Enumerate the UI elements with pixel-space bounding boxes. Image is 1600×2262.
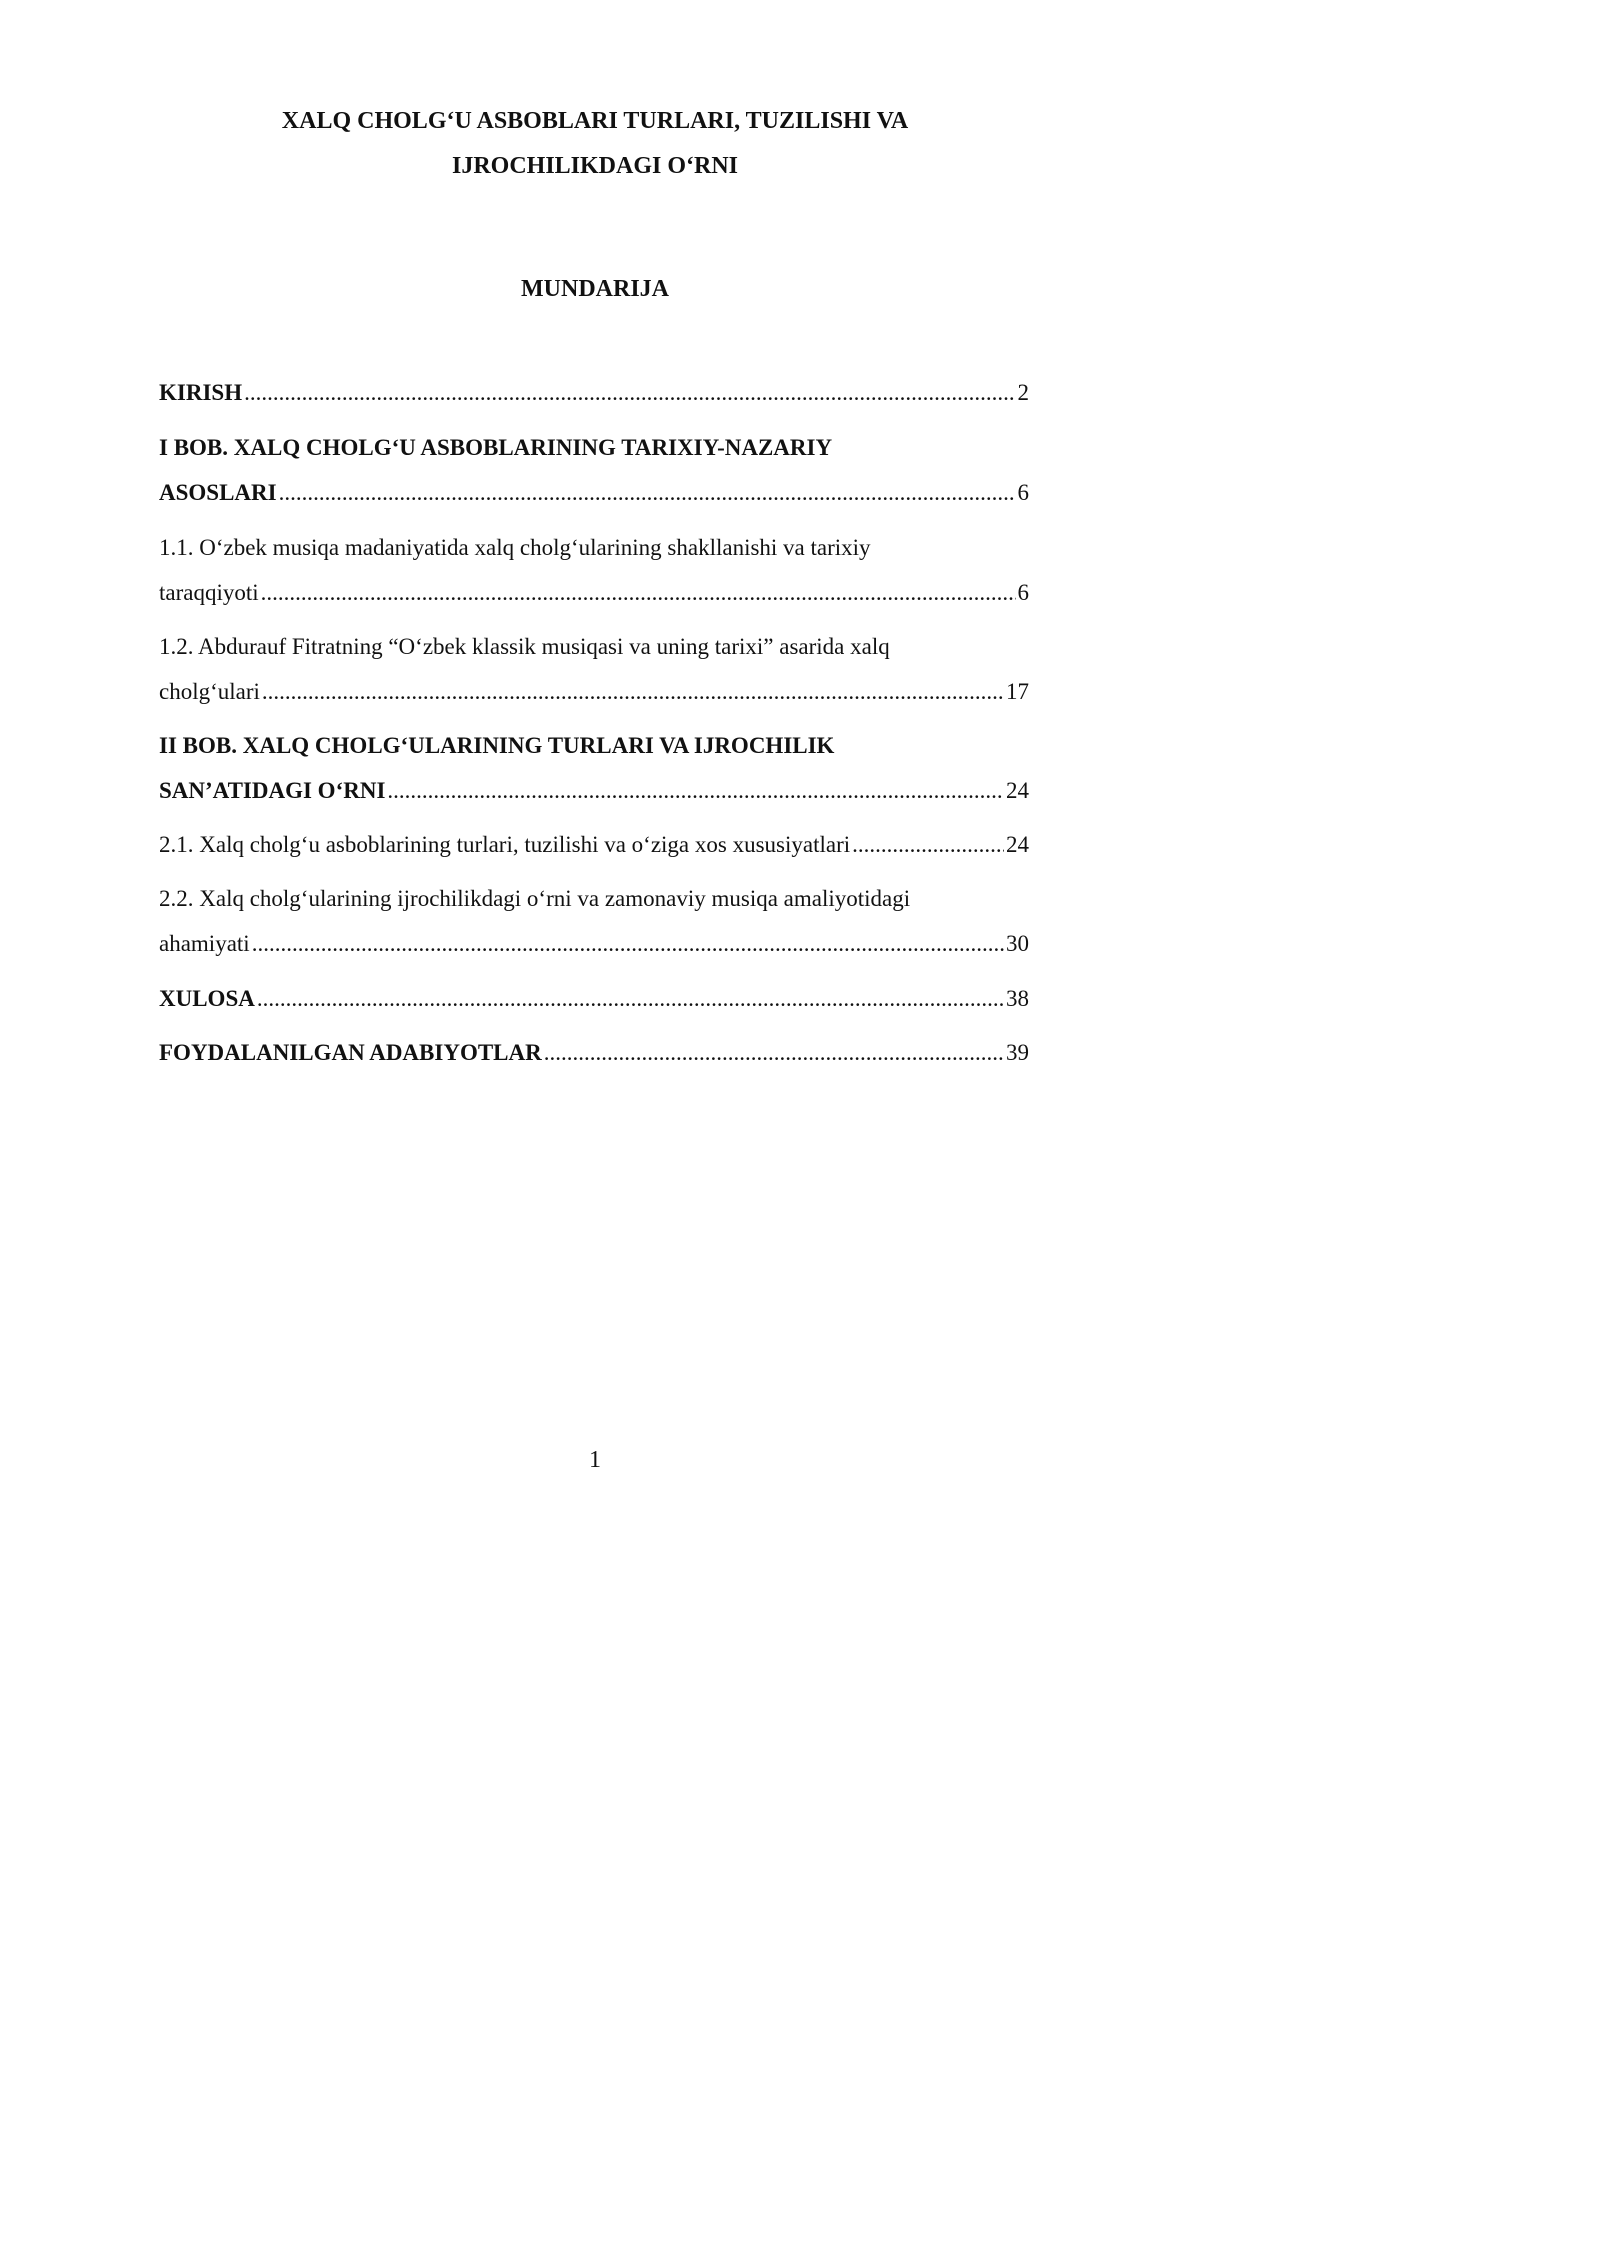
- toc-dot-leader: [279, 478, 1016, 508]
- toc-entry-line: [159, 984, 1029, 1014]
- toc-entry-line: [159, 378, 1029, 408]
- toc-entry-text: ASOSLARI: [159, 480, 277, 505]
- toc-entry-text: SAN’ATIDAGI O‘RNI: [159, 778, 386, 803]
- page-number: 1: [589, 1447, 601, 1473]
- toc-page-number: 38: [1006, 986, 1029, 1011]
- toc-dot-leader: [852, 830, 1004, 860]
- document-title-line-1: XALQ CHOLG‘U ASBOBLARI TURLARI, TUZILISHI VA: [281, 108, 909, 134]
- toc-entry-line: I BOB. XALQ CHOLG‘U ASBOBLARINING TARIXIY-NAZARIY: [159, 435, 833, 460]
- toc-entry-text: XULOSA: [159, 986, 255, 1011]
- contents-heading: MUNDARIJA: [521, 276, 669, 302]
- toc-entry-line: 2.2. Xalq cholg‘ularining ijrochilikdagi o‘rni va zamonaviy musiqa amaliyotidagi: [159, 886, 911, 911]
- toc-entry-line: [159, 776, 1029, 806]
- toc-page-number: 2: [1017, 380, 1029, 405]
- toc-page-number: 24: [1006, 778, 1029, 803]
- table-of-contents: [159, 0, 1029, 1100]
- toc-entry-line: [159, 677, 1029, 707]
- toc-entry-line: 1.1. O‘zbek musiqa madaniyatida xalq cholg‘ularining shakllanishi va tarixiy: [159, 535, 871, 560]
- toc-entry-line: 1.2. Abdurauf Fitratning “O‘zbek klassik musiqasi va uning tarixi” asarida xalq: [159, 634, 890, 659]
- toc-dot-leader: [387, 776, 1004, 806]
- toc-entry-text: 2.1. Xalq cholg‘u asboblarining turlari, tuzilishi va o‘ziga xos xususiyatlari: [159, 832, 851, 857]
- toc-entry-text: cholg‘ulari: [159, 679, 260, 704]
- toc-entry-text: taraqqiyoti: [159, 580, 259, 605]
- toc-entry-text: FOYDALANILGAN ADABIYOTLAR: [159, 1040, 542, 1065]
- toc-entry-line: [159, 830, 1029, 860]
- toc-entry-line: [159, 478, 1029, 508]
- toc-dot-leader: [262, 677, 1004, 707]
- toc-page-number: 17: [1006, 679, 1029, 704]
- toc-dot-leader: [244, 378, 1015, 408]
- toc-dot-leader: [257, 984, 1004, 1014]
- toc-page-number: 6: [1017, 580, 1029, 605]
- toc-entry-line: [159, 1038, 1029, 1068]
- toc-dot-leader: [544, 1038, 1004, 1068]
- toc-page-number: 30: [1006, 931, 1029, 956]
- toc-page-number: 39: [1006, 1040, 1029, 1065]
- toc-entry-line: [159, 578, 1029, 608]
- toc-page-number: 24: [1006, 832, 1029, 857]
- toc-entry-text: KIRISH: [159, 380, 243, 405]
- toc-dot-leader: [261, 578, 1016, 608]
- toc-entry-line: II BOB. XALQ CHOLG‘ULARINING TURLARI VA IJROCHILIK: [159, 733, 835, 758]
- toc-entry-text: ahamiyati: [159, 931, 250, 956]
- toc-page-number: 6: [1017, 480, 1029, 505]
- toc-entry-line: [159, 929, 1029, 959]
- toc-dot-leader: [252, 929, 1004, 959]
- document-title-line-2: IJROCHILIKDAGI O‘RNI: [451, 153, 739, 179]
